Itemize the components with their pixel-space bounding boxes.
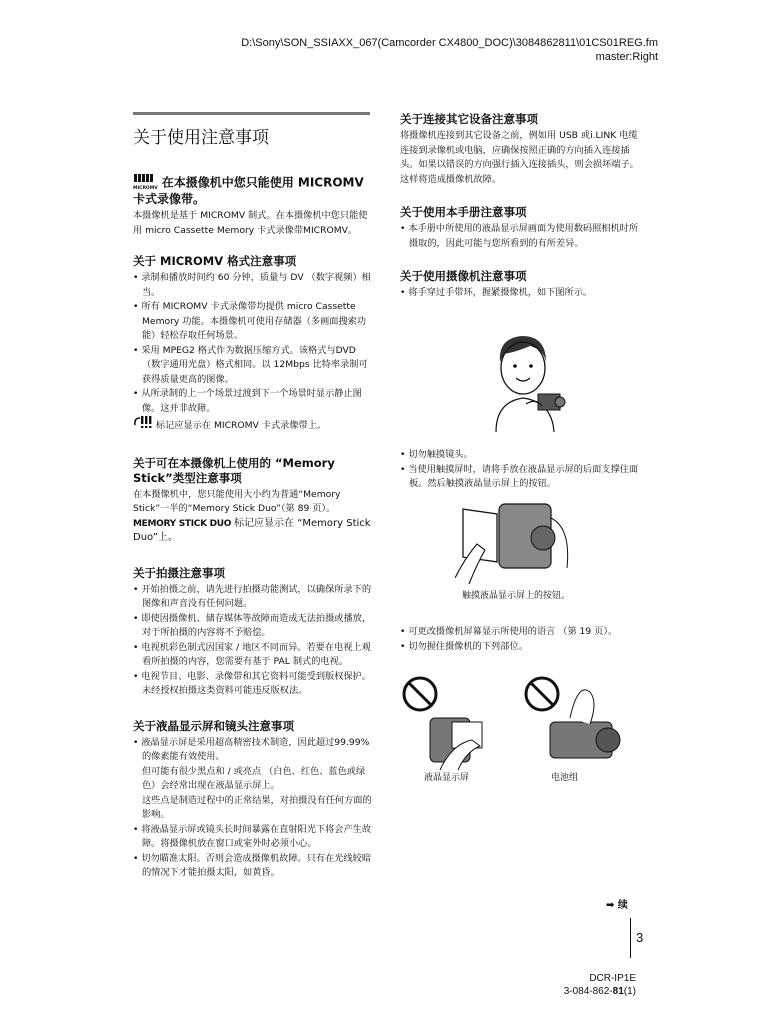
battery-caption: 电池组 <box>551 773 579 783</box>
memory-stick-duo-logo: MEMORY STICK DUO <box>133 518 232 529</box>
section-heading: 关于液晶显示屏和镜头注意事项 <box>133 718 294 733</box>
touch-caption: 触摸液晶显示屏上的按钮。 <box>462 591 571 601</box>
bullet-list <box>133 823 373 881</box>
section-connecting <box>400 112 640 187</box>
section-manual <box>400 205 640 251</box>
section-heading: 关于使用摄像机注意事项 <box>400 269 527 283</box>
bullet-list <box>133 271 373 416</box>
page-number-rule <box>630 918 631 958</box>
bullet-list <box>133 583 373 699</box>
do-not-hold-lcd-illustration <box>400 672 490 772</box>
section-heading: 关于可在本摄像机上使用的 “Memory Stick”类型注意事项 <box>133 455 335 485</box>
file-path-header <box>241 36 658 64</box>
list-item: • 液晶显示屏是采用超高精密技术制造，因此超过99.99% 的像素能有效使用。 <box>133 736 373 765</box>
micromv-logo-icon: MICROMV <box>133 174 158 192</box>
sub-paragraph: 但可能有很少黑点和 / 或亮点 （白色、红色、蓝色或绿色）会经常出现在液晶显示屏上。 <box>142 765 366 791</box>
list-item: • 可更改摄像机屏幕显示所使用的语言 （第 19 页）。 <box>400 625 640 640</box>
touch-lcd-illustration <box>455 498 575 588</box>
list-item: • 切勿握住摄像机的下列部位。 <box>400 640 640 655</box>
mark-note <box>133 416 373 434</box>
mark-text: 标记应显示在 “Memory Stick Duo”上。 <box>133 517 371 543</box>
paragraph: 本摄像机是基于 MICROMV 制式。在本摄像机中您只能使用 micro Cassette Memory 卡式录像带MICROMV。 <box>133 210 368 236</box>
right-column <box>400 112 640 317</box>
document-code: 3-084-862-81(1) <box>563 986 636 997</box>
list-item: • 从所录制的上一个场景过渡到下一个场景时显示静止图像。这并非故障。 <box>133 387 373 416</box>
page-title: 关于使用注意事项 <box>133 128 269 148</box>
micromv-mark-icon <box>133 420 156 431</box>
list-item: • 开始拍摄之前，请先进行拍摄功能测试，以确保所录下的图像和声音没有任何问题。 <box>133 583 373 612</box>
paragraph: 在本摄像机中，您只能使用大小约为普通“Memory Stick”一半的“Memory Stick Duo”（第 89 页）。 <box>133 488 341 514</box>
title-rule <box>133 112 370 115</box>
section-micromv-only <box>133 174 373 238</box>
bullet-list <box>400 286 640 301</box>
list-item: • 将手穿过手带环，握紧摄像机，如下图所示。 <box>400 286 640 301</box>
bullet-list <box>400 222 640 251</box>
section-heading: 关于 MICROMV 格式注意事项 <box>133 254 297 268</box>
paragraph: 将摄像机连接到其它设备之前，例如用 USB 或i.LINK 电缆连接到录像机或电脑，应确保按照正确的方向插入连接插头。如果以错误的方向强行插入连接插头，则会损坏端子。这样将造成摄像机故障。 <box>400 130 639 185</box>
list-item: • 电视机彩色制式因国家 / 地区不同而异。若要在电视上观看所拍摄的内容，您需要有基于 PAL 制式的电视。 <box>133 641 373 670</box>
list-item: • 录制和播放时间约 60 分钟，质量与 DV （数字视频）相当。 <box>133 271 373 300</box>
model-number: DCR-IP1E <box>589 973 636 984</box>
page-number: 3 <box>636 930 644 945</box>
section-micromv-format <box>133 254 373 434</box>
camcorder-use-notes <box>400 448 640 492</box>
footer <box>564 972 636 998</box>
bullet-list <box>400 625 640 654</box>
section-recording <box>133 566 373 699</box>
section-heading: 关于使用本手册注意事项 <box>400 205 527 219</box>
lcd-caption: 液晶显示屏 <box>424 773 470 783</box>
mark-note <box>133 517 373 546</box>
heading-text: 在本摄像机中您只能使用 MICROMV 卡式录像带。 <box>133 175 364 206</box>
master-label: master:Right <box>595 51 658 63</box>
list-item: • 电视节目、电影、录像带和其它资料可能受到版权保护。未经授权拍摄这类资料可能违反版权法。 <box>133 670 373 699</box>
list-item: • 即使因摄像机、储存媒体等故障而造成无法拍摄或播放，对于所拍摄的内容将不予赔偿。 <box>133 612 373 641</box>
list-item: • 切勿触摸镜头。 <box>400 448 640 463</box>
section-camcorder-use <box>400 269 640 301</box>
list-item: • 本手册中所使用的液晶显示屏画面为使用数码照相机时所摄取的，因此可能与您所看到的有所差异。 <box>400 222 640 251</box>
section-heading <box>133 174 373 207</box>
mark-text: 标记应显示在 MICROMV 卡式录像带上。 <box>155 420 327 431</box>
left-column <box>133 112 373 897</box>
list-item: • 将液晶显示屏或镜头长时间暴露在直射阳光下将会产生故障。将摄像机放在窗口或室外时必须小心。 <box>133 823 373 852</box>
list-item: • 切勿瞄准太阳。否则会造成摄像机故障。只有在光线较暗的情况下才能拍摄太阳，如黄昏。 <box>133 852 373 881</box>
language-notes <box>400 625 640 654</box>
section-lcd-lens <box>133 719 373 881</box>
do-not-hold-battery-illustration <box>520 672 630 772</box>
section-heading: 关于连接其它设备注意事项 <box>400 112 538 126</box>
section-heading: 关于拍摄注意事项 <box>133 565 225 580</box>
continued-marker: ➡ 续 <box>606 900 628 911</box>
file-path: D:\Sony\SON_SSIAXX_067(Camcorder CX4800_DOC)\3084862811\01CS01REG.fm <box>241 37 658 49</box>
list-item: • 当使用触摸屏时，请将手放在液晶显示屏的后面支撑住面板。然后触摸液晶显示屏上的按钮。 <box>400 463 640 492</box>
section-memory-stick <box>133 456 373 546</box>
person-holding-camcorder-illustration <box>482 332 572 432</box>
bullet-list <box>133 736 373 765</box>
sub-paragraph: 这些点是制造过程中的正常结果，对拍摄没有任何方面的影响。 <box>142 794 372 820</box>
list-item: • 采用 MPEG2 格式作为数据压缩方式。该格式与DVD （数字通用光盘）格式相同。以 12Mbps 比特率录制可获得质量更高的图像。 <box>133 344 373 388</box>
list-item: • 所有 MICROMV 卡式录像带均提供 micro Cassette Memory 功能。本摄像机可使用存储器（多画面搜索功能）轻松存取任何场景。 <box>133 300 373 344</box>
bullet-list <box>400 448 640 492</box>
